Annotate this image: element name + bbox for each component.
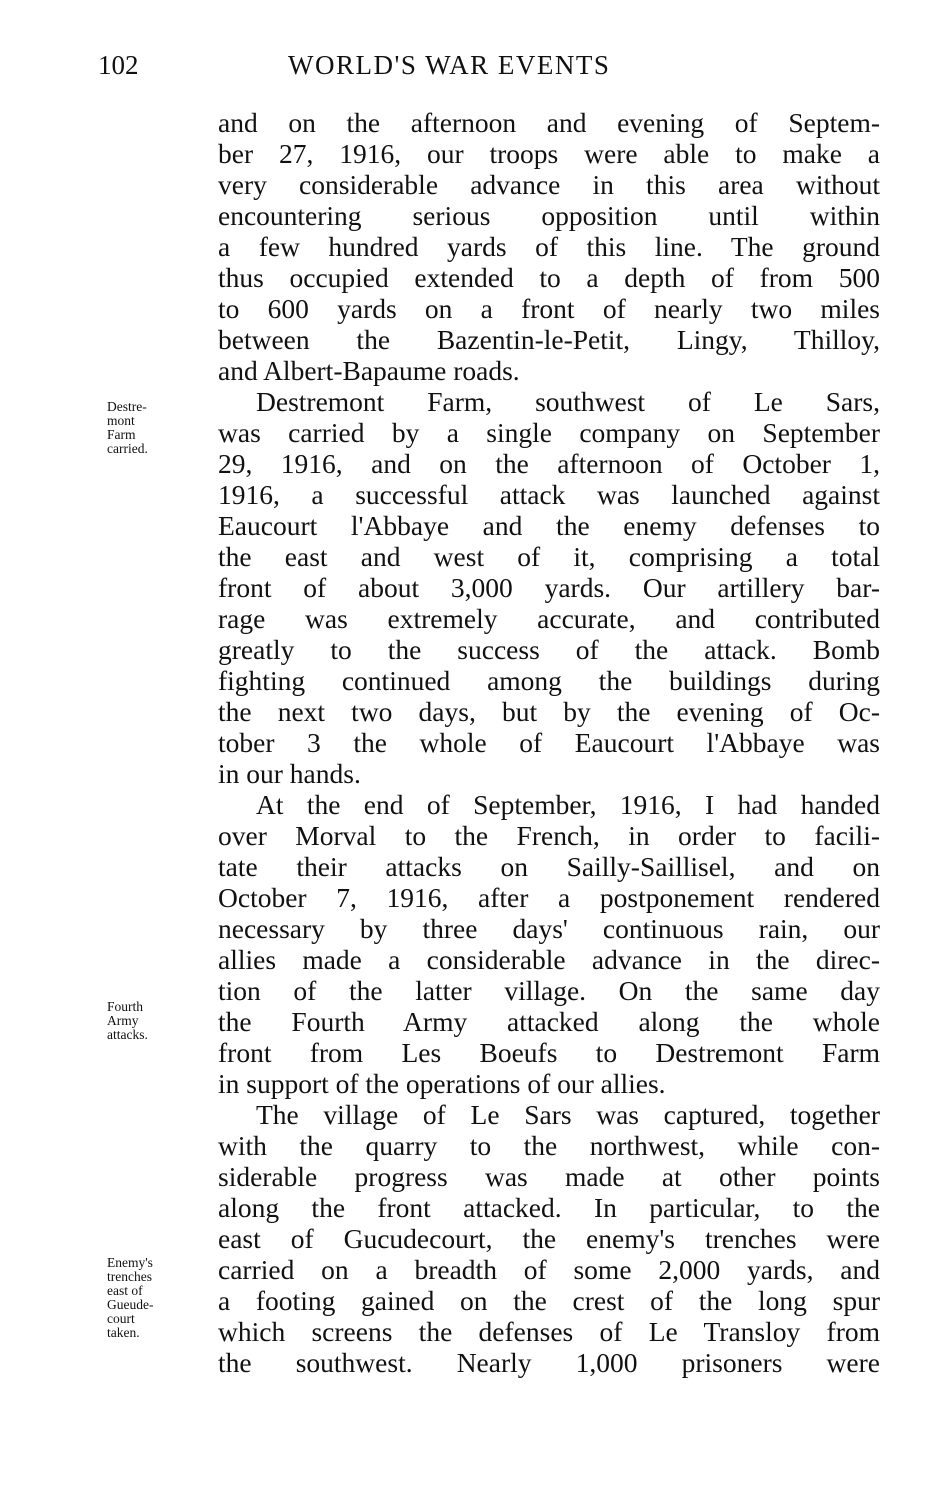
text-line: very considerable advance in this area without — [218, 169, 880, 200]
text-line: greatly to the success of the attack. Bomb — [218, 634, 880, 665]
text-line: allies made a considerable advance in the direc- — [218, 944, 880, 975]
text-line: over Morval to the French, in order to facili- — [218, 820, 880, 851]
text-line: to 600 yards on a front of nearly two miles — [218, 293, 880, 324]
text-line: and Albert-Bapaume roads. — [218, 355, 520, 386]
text-line: At the end of September, 1916, I had handed — [256, 789, 880, 820]
running-title: WORLD'S WAR EVENTS — [288, 50, 611, 80]
text-line: front from Les Boeufs to Destremont Farm — [218, 1037, 880, 1068]
margin-note-line: Army — [107, 1013, 139, 1028]
text-line: in our hands. — [218, 758, 361, 789]
text-line: the Fourth Army attacked along the whole — [218, 1006, 880, 1037]
margin-note-fourth-army — [107, 1000, 207, 1042]
margin-note-line: trenches — [107, 1269, 152, 1284]
text-line: was carried by a single company on September — [218, 417, 880, 448]
margin-note-line: Farm — [107, 427, 136, 442]
margin-note-line: Destre- — [107, 399, 147, 414]
margin-note-line: east of — [107, 1283, 143, 1298]
margin-note-line: carried. — [107, 441, 148, 456]
margin-note-line: Enemy's — [107, 1255, 153, 1270]
text-line: rage was extremely accurate, and contributed — [218, 603, 880, 634]
text-line: in support of the operations of our allies. — [218, 1068, 666, 1099]
text-line: Destremont Farm, southwest of Le Sars, — [256, 386, 880, 417]
margin-note-line: taken. — [107, 1325, 140, 1340]
text-line: 1916, a successful attack was launched against — [218, 479, 880, 510]
text-line: thus occupied extended to a depth of from 500 — [218, 262, 880, 293]
text-line: tate their attacks on Sailly-Saillisel, and on — [218, 851, 880, 882]
text-line: tion of the latter village. On the same day — [218, 975, 880, 1006]
text-line: the next two days, but by the evening of Oc- — [218, 696, 880, 727]
text-line: between the Bazentin-le-Petit, Lingy, Thilloy, — [218, 324, 880, 355]
text-line: a few hundred yards of this line. The ground — [218, 231, 880, 262]
margin-note-line: mont — [107, 413, 135, 428]
body-text — [218, 107, 880, 1378]
margin-note-line: Gueude- — [107, 1297, 154, 1312]
margin-note-line: attacks. — [107, 1027, 148, 1042]
text-line: encountering serious opposition until within — [218, 200, 880, 231]
text-line: fighting continued among the buildings during — [218, 665, 880, 696]
text-line: Eaucourt l'Abbaye and the enemy defenses to — [218, 510, 880, 541]
text-line: and on the afternoon and evening of Septem- — [218, 107, 880, 138]
text-line: October 7, 1916, after a postponement rendered — [218, 882, 880, 913]
text-line: ber 27, 1916, our troops were able to make a — [218, 138, 880, 169]
text-line: tober 3 the whole of Eaucourt l'Abbaye was — [218, 727, 880, 758]
text-line: front of about 3,000 yards. Our artillery bar- — [218, 572, 880, 603]
text-line: a footing gained on the crest of the long spur — [218, 1285, 880, 1316]
margin-note-enemy-trenches — [107, 1256, 207, 1340]
text-line: The village of Le Sars was captured, together — [256, 1099, 880, 1130]
page-number: 102 — [98, 50, 139, 80]
margin-note-line: court — [107, 1311, 135, 1326]
margin-note-line: Fourth — [107, 999, 144, 1014]
text-line: the southwest. Nearly 1,000 prisoners were — [218, 1347, 880, 1378]
text-line: with the quarry to the northwest, while con- — [218, 1130, 880, 1161]
text-line: 29, 1916, and on the afternoon of October 1, — [218, 448, 880, 479]
text-line: necessary by three days' continuous rain, our — [218, 913, 880, 944]
text-line: carried on a breadth of some 2,000 yards, and — [218, 1254, 880, 1285]
page-header — [0, 48, 950, 82]
text-line: which screens the defenses of Le Transloy from — [218, 1316, 880, 1347]
margin-note-destremont-farm — [107, 400, 207, 456]
text-line: siderable progress was made at other points — [218, 1161, 880, 1192]
text-line: along the front attacked. In particular, to the — [218, 1192, 880, 1223]
text-line: the east and west of it, comprising a total — [218, 541, 880, 572]
text-line: east of Gucudecourt, the enemy's trenches were — [218, 1223, 880, 1254]
